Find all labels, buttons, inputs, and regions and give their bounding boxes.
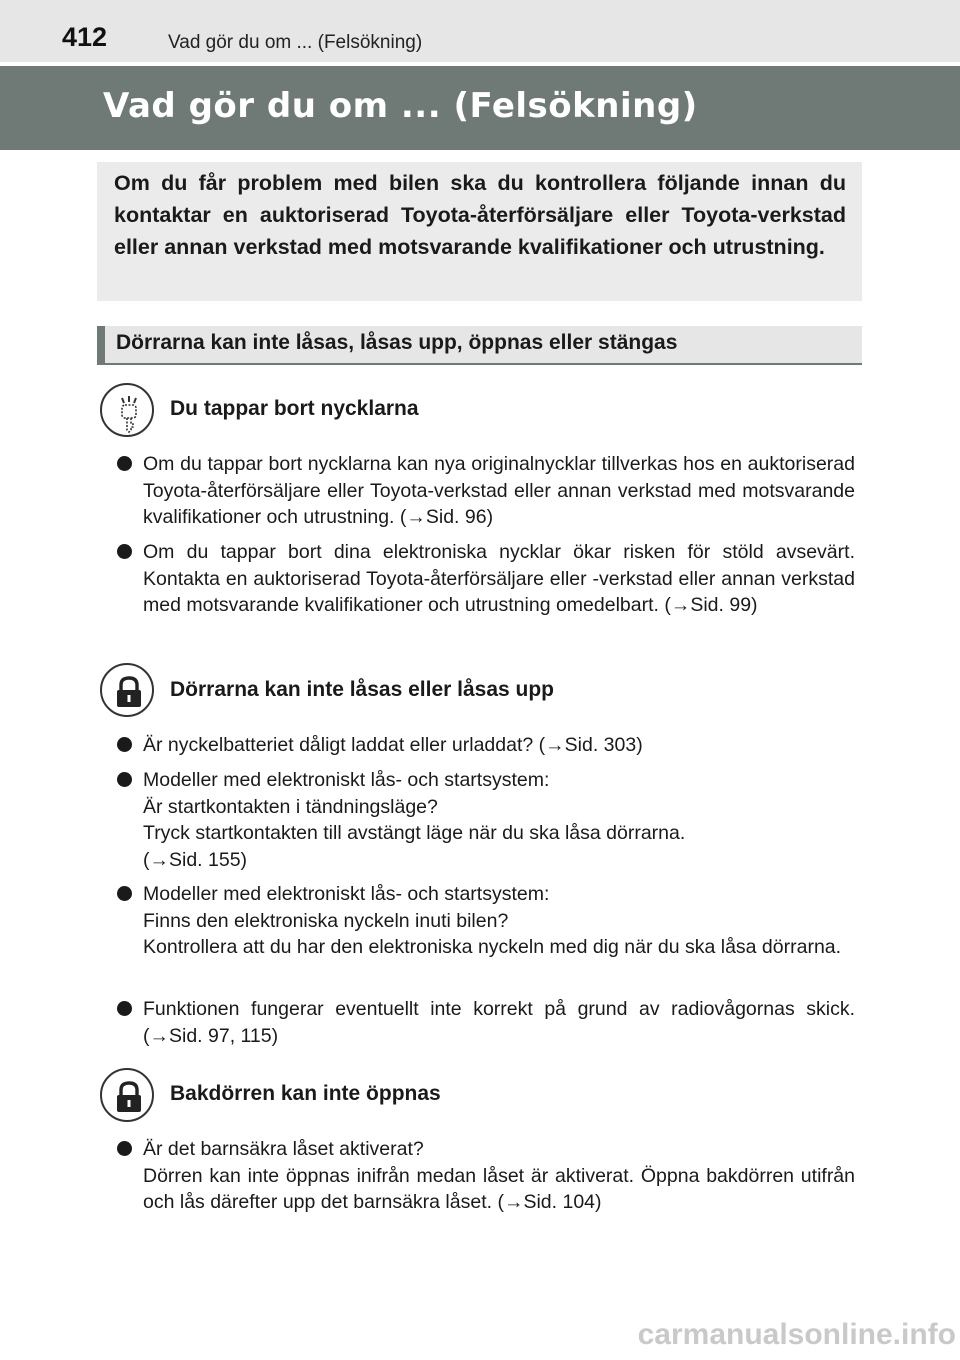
key-icon bbox=[100, 383, 154, 437]
bullet-line: Kontrollera att du har den elektroniska nyckeln med dig när du ska låsa dörrarna. bbox=[143, 936, 842, 958]
section-heading: Dörrarna kan inte låsas, låsas upp, öppnas eller stängas bbox=[97, 326, 862, 365]
bullet-line: Finns den elektroniska nyckeln inuti bilen? bbox=[143, 909, 509, 932]
running-title: Vad gör du om ... (Felsökning) bbox=[168, 32, 423, 53]
subsection-heading-lost-keys: Du tappar bort nycklarna bbox=[170, 397, 419, 420]
padlock-icon bbox=[100, 663, 154, 717]
bullet-marker bbox=[117, 772, 132, 787]
bullet-line: Modeller med elektroniskt lås- och startsystem: bbox=[143, 769, 550, 791]
list-item: Om du tappar bort nycklarna kan nya originalnycklar tillverkas hos en auktoriserad Toyota-återförsäljare eller Toyota-verkstad eller annan verkstad med motsvarande kvalifikationer och utrustning. (→Sid. 96) bbox=[143, 453, 855, 528]
bullet-line: Är det barnsäkra låset aktiverat? bbox=[143, 1138, 424, 1160]
bullet-marker bbox=[117, 1001, 132, 1016]
bullet-marker bbox=[117, 544, 132, 559]
bullet-line: Dörren kan inte öppnas inifrån medan låset är aktiverat. Öppna bakdörren utifrån och lås därefter upp det barnsäkra låset. (→Sid. 104) bbox=[143, 1164, 855, 1213]
intro-box bbox=[97, 162, 862, 301]
bullet-marker bbox=[117, 886, 132, 901]
page-number: 412 bbox=[62, 22, 108, 52]
subsection-heading-rear-door: Bakdörren kan inte öppnas bbox=[170, 1082, 441, 1105]
bullet-line: Är startkontakten i tändningsläge? bbox=[143, 795, 438, 818]
bullet-marker bbox=[117, 1141, 132, 1156]
list-item bbox=[143, 881, 855, 961]
list-item: Är nyckelbatteriet dåligt laddat eller urladdat? (→Sid. 303) bbox=[143, 734, 643, 756]
bullet-marker bbox=[117, 456, 132, 471]
bullet-line: Modeller med elektroniskt lås- och startsystem: bbox=[143, 883, 550, 905]
list-item bbox=[143, 767, 855, 873]
bullet-line: Tryck startkontakten till avstängt läge när du ska låsa dörrarna. bbox=[143, 822, 686, 844]
subsection-heading-cannot-lock: Dörrarna kan inte låsas eller låsas upp bbox=[170, 678, 555, 701]
chapter-title: Vad gör du om ... (Felsökning) bbox=[103, 86, 698, 126]
list-item bbox=[143, 1136, 855, 1216]
bullet-marker bbox=[117, 737, 132, 752]
list-item: Om du tappar bort dina elektroniska nycklar ökar risken för stöld avsevärt. Kontakta en auktoriserad Toyota-återförsäljare eller -verkstad eller annan verkstad med motsvarande kvalifikationer och utrustning omedelbart. (→Sid. 99) bbox=[143, 541, 855, 616]
intro-text: Om du får problem med bilen ska du kontrollera följande innan du kontaktar en auktoriserad Toyota-återförsäljare eller Toyota-verkstad eller annan verkstad med motsvarande kvalifikationer och utrustning. bbox=[114, 171, 846, 259]
list-item: Funktionen fungerar eventuellt inte korrekt på grund av radiovågornas skick. (→Sid. 97, 115) bbox=[143, 998, 855, 1047]
bullet-line: (→Sid. 155) bbox=[143, 848, 248, 871]
padlock-icon bbox=[100, 1068, 154, 1122]
watermark: carmanualsonline.info bbox=[637, 1318, 956, 1351]
page-header bbox=[0, 0, 960, 62]
